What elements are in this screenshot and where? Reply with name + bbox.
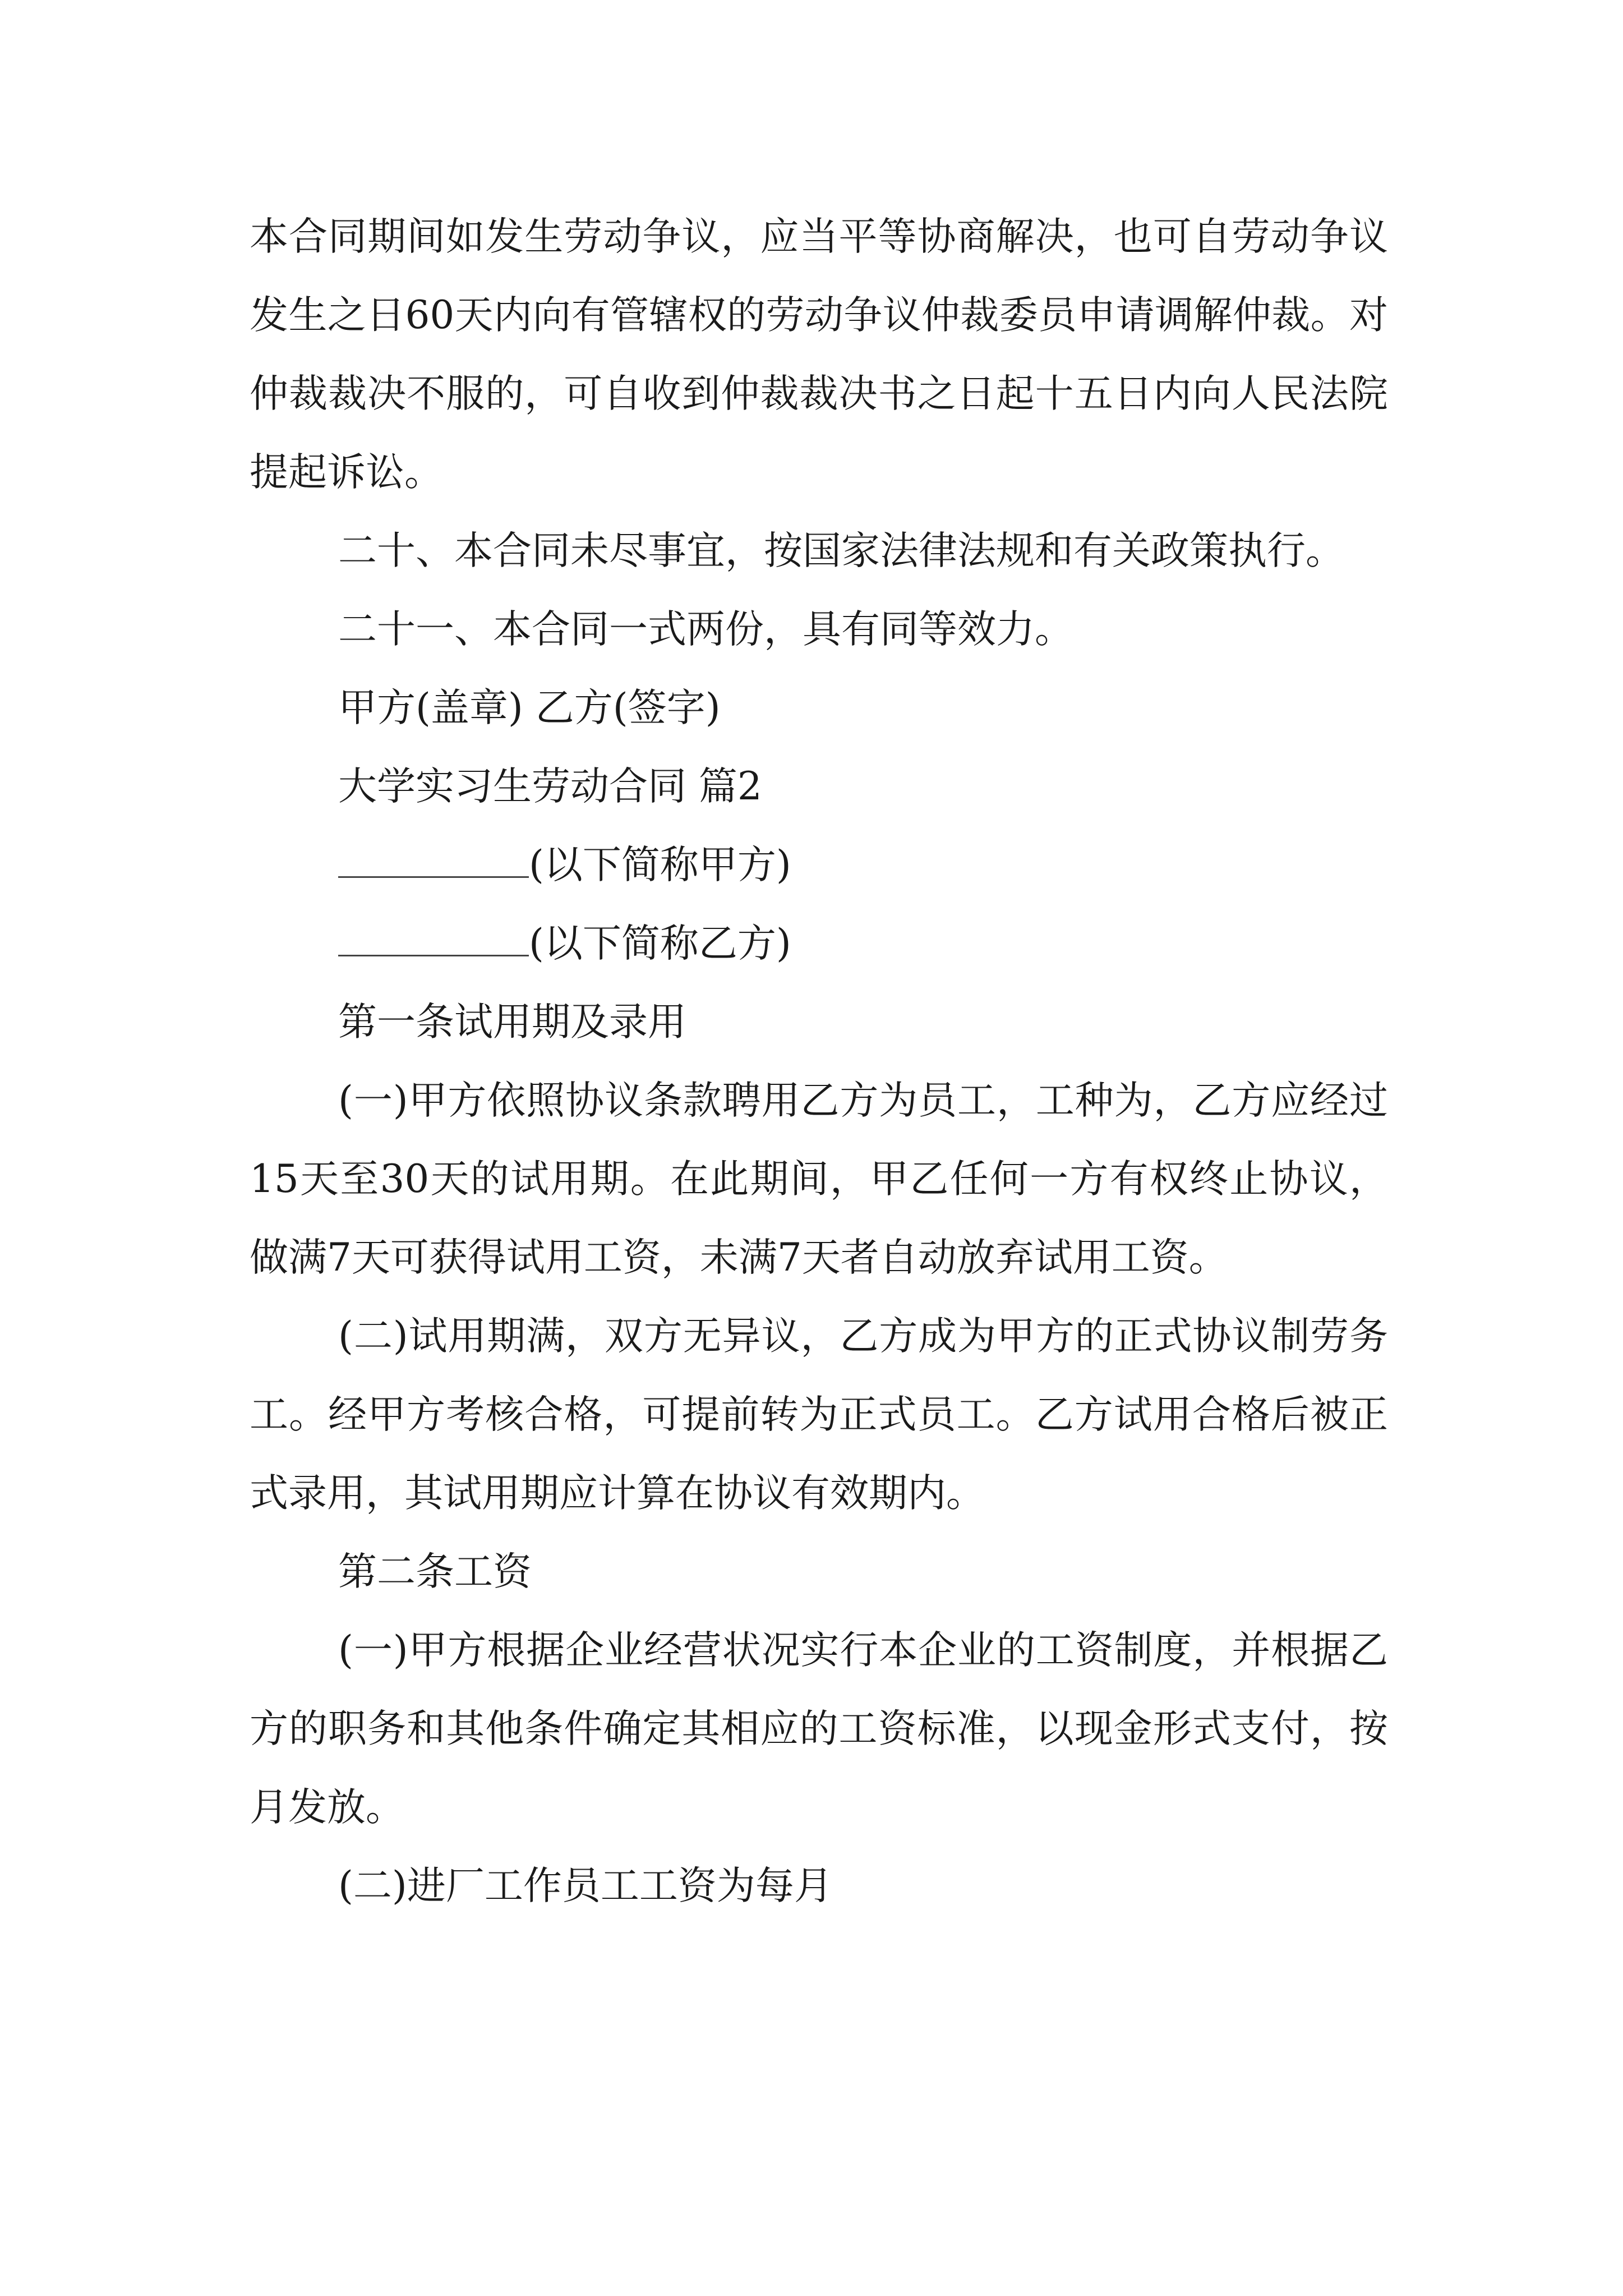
paragraph-contract-title: 大学实习生劳动合同 篇2 — [338, 764, 762, 809]
paragraph-party-a — [250, 826, 1388, 904]
party-b-blank — [338, 923, 529, 956]
party-b-label: (以下简称乙方) — [529, 921, 791, 966]
party-a-label: (以下简称甲方) — [529, 843, 791, 887]
paragraph-article-2-item-1: (一)甲方根据企业经营状况实行本企业的工资制度，并根据乙方的职务和其他条件确定其相应的工资标准，以现金形式支付，按月发放。 — [250, 1628, 1388, 1830]
paragraph-article-1-item-2: (二)试用期满，双方无异议，乙方成为甲方的正式协议制劳务工。经甲方考核合格，可提前转为正式员工。乙方试用合格后被正式录用，其试用期应计算在协议有效期内。 — [250, 1314, 1388, 1516]
paragraph-clause-20: 二十、本合同未尽事宜，按国家法律法规和有关政策执行。 — [338, 528, 1344, 573]
document-page — [250, 197, 1388, 1925]
paragraph-clause-21: 二十一、本合同一式两份，具有同等效力。 — [338, 607, 1073, 652]
heading-article-1: 第一条试用期及录用 — [338, 1000, 686, 1045]
paragraph-party-b — [250, 904, 1388, 983]
heading-article-2: 第二条工资 — [338, 1549, 532, 1594]
paragraph-signatures: 甲方(盖章) 乙方(签字) — [338, 685, 721, 730]
paragraph-dispute-resolution: 本合同期间如发生劳动争议，应当平等协商解决，也可自劳动争议发生之日60天内向有管辖权的劳动争议仲裁委员申请调解仲裁。对仲裁裁决不服的，可自收到仲裁裁决书之日起十五日内向人民法院提起诉讼。 — [250, 214, 1388, 495]
paragraph-article-1-item-1: (一)甲方依照协议条款聘用乙方为员工，工种为，乙方应经过15天至30天的试用期。在此期间，甲乙任何一方有权终止协议，做满7天可获得试用工资，未满7天者自动放弃试用工资。 — [250, 1078, 1388, 1280]
paragraph-article-2-item-2: (二)进厂工作员工工资为每月 — [338, 1864, 833, 1908]
party-a-blank — [338, 845, 529, 878]
